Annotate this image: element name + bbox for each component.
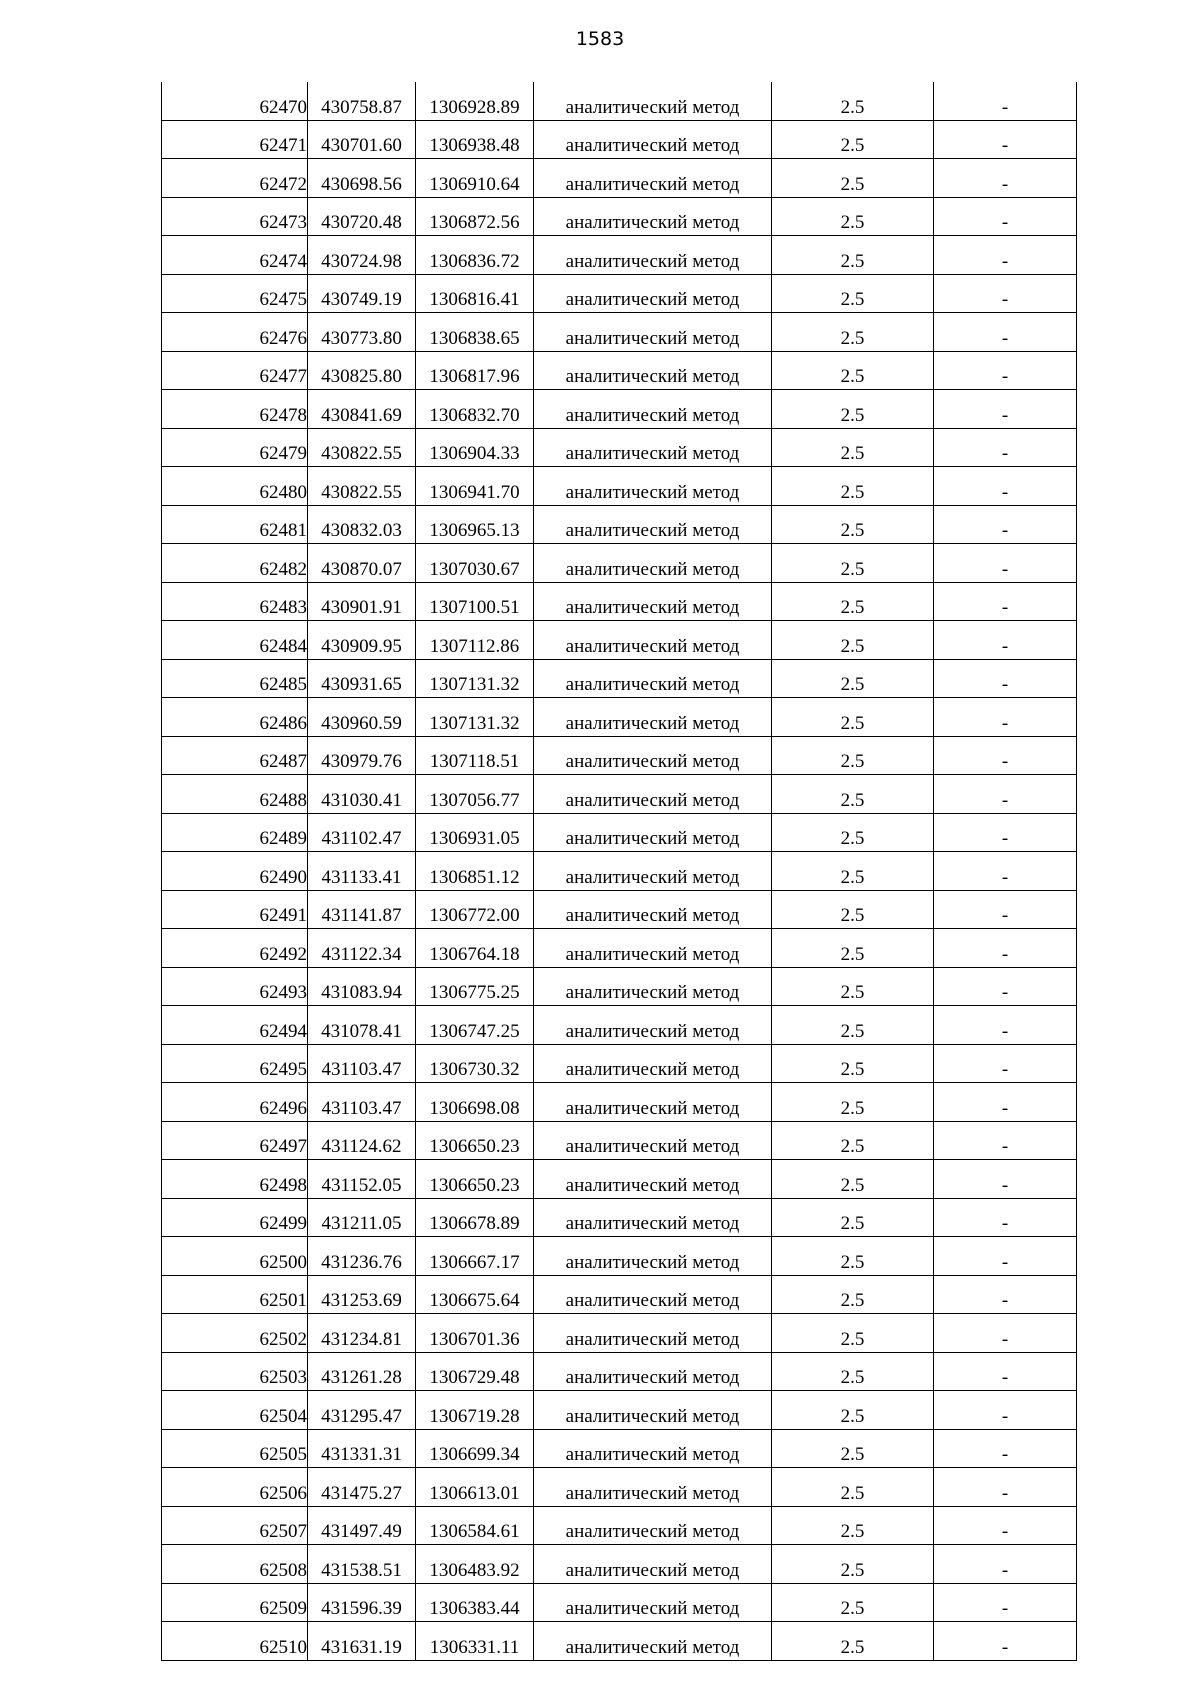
method-cell: аналитический метод — [534, 82, 772, 120]
note-cell: - — [934, 582, 1077, 621]
method-cell: аналитический метод — [534, 698, 772, 737]
method-cell: аналитический метод — [534, 274, 772, 313]
y-coordinate-cell: 1306667.17 — [416, 1237, 534, 1276]
accuracy-cell: 2.5 — [772, 852, 934, 891]
y-coordinate-cell: 1306904.33 — [416, 428, 534, 467]
point-number-cell: 62495 — [162, 1044, 308, 1083]
accuracy-cell: 2.5 — [772, 1198, 934, 1237]
accuracy-cell: 2.5 — [772, 582, 934, 621]
point-number-cell: 62485 — [162, 659, 308, 698]
point-number-cell: 62486 — [162, 698, 308, 737]
method-cell: аналитический метод — [534, 544, 772, 583]
accuracy-cell: 2.5 — [772, 236, 934, 275]
method-cell: аналитический метод — [534, 1468, 772, 1507]
note-cell: - — [934, 467, 1077, 506]
note-cell: - — [934, 236, 1077, 275]
accuracy-cell: 2.5 — [772, 1314, 934, 1353]
accuracy-cell: 2.5 — [772, 775, 934, 814]
x-coordinate-cell: 430979.76 — [308, 736, 416, 775]
note-cell: - — [934, 1468, 1077, 1507]
table-row — [162, 1083, 1077, 1122]
method-cell: аналитический метод — [534, 929, 772, 968]
coordinates-table-body — [162, 82, 1077, 1660]
method-cell: аналитический метод — [534, 1198, 772, 1237]
note-cell: - — [934, 351, 1077, 390]
accuracy-cell: 2.5 — [772, 197, 934, 236]
table-row — [162, 1121, 1077, 1160]
note-cell: - — [934, 1083, 1077, 1122]
x-coordinate-cell: 431102.47 — [308, 813, 416, 852]
method-cell: аналитический метод — [534, 1429, 772, 1468]
point-number-cell: 62507 — [162, 1506, 308, 1545]
table-row — [162, 813, 1077, 852]
table-row — [162, 659, 1077, 698]
x-coordinate-cell: 430909.95 — [308, 621, 416, 660]
note-cell: - — [934, 1622, 1077, 1661]
table-row — [162, 1545, 1077, 1584]
x-coordinate-cell: 430720.48 — [308, 197, 416, 236]
method-cell: аналитический метод — [534, 1545, 772, 1584]
method-cell: аналитический метод — [534, 351, 772, 390]
x-coordinate-cell: 431475.27 — [308, 1468, 416, 1507]
y-coordinate-cell: 1306965.13 — [416, 505, 534, 544]
y-coordinate-cell: 1307131.32 — [416, 659, 534, 698]
table-row — [162, 159, 1077, 198]
y-coordinate-cell: 1307056.77 — [416, 775, 534, 814]
x-coordinate-cell: 431497.49 — [308, 1506, 416, 1545]
y-coordinate-cell: 1306928.89 — [416, 82, 534, 120]
note-cell: - — [934, 967, 1077, 1006]
page-number: 1583 — [575, 28, 625, 50]
y-coordinate-cell: 1306747.25 — [416, 1006, 534, 1045]
accuracy-cell: 2.5 — [772, 313, 934, 352]
accuracy-cell: 2.5 — [772, 890, 934, 929]
y-coordinate-cell: 1306910.64 — [416, 159, 534, 198]
note-cell: - — [934, 1275, 1077, 1314]
method-cell: аналитический метод — [534, 1352, 772, 1391]
table-row — [162, 929, 1077, 968]
accuracy-cell: 2.5 — [772, 1083, 934, 1122]
method-cell: аналитический метод — [534, 1237, 772, 1276]
note-cell: - — [934, 1044, 1077, 1083]
method-cell: аналитический метод — [534, 505, 772, 544]
y-coordinate-cell: 1306832.70 — [416, 390, 534, 429]
accuracy-cell: 2.5 — [772, 544, 934, 583]
x-coordinate-cell: 430749.19 — [308, 274, 416, 313]
note-cell: - — [934, 621, 1077, 660]
method-cell: аналитический метод — [534, 428, 772, 467]
note-cell: - — [934, 1237, 1077, 1276]
point-number-cell: 62506 — [162, 1468, 308, 1507]
method-cell: аналитический метод — [534, 1506, 772, 1545]
y-coordinate-cell: 1306817.96 — [416, 351, 534, 390]
point-number-cell: 62497 — [162, 1121, 308, 1160]
point-number-cell: 62502 — [162, 1314, 308, 1353]
point-number-cell: 62474 — [162, 236, 308, 275]
accuracy-cell: 2.5 — [772, 390, 934, 429]
accuracy-cell: 2.5 — [772, 621, 934, 660]
table-row — [162, 1391, 1077, 1430]
y-coordinate-cell: 1306584.61 — [416, 1506, 534, 1545]
x-coordinate-cell: 431103.47 — [308, 1044, 416, 1083]
note-cell: - — [934, 1352, 1077, 1391]
method-cell: аналитический метод — [534, 120, 772, 159]
method-cell: аналитический метод — [534, 390, 772, 429]
x-coordinate-cell: 431331.31 — [308, 1429, 416, 1468]
x-coordinate-cell: 430870.07 — [308, 544, 416, 583]
method-cell: аналитический метод — [534, 1121, 772, 1160]
accuracy-cell: 2.5 — [772, 1391, 934, 1430]
x-coordinate-cell: 431103.47 — [308, 1083, 416, 1122]
table-row — [162, 1275, 1077, 1314]
method-cell: аналитический метод — [534, 159, 772, 198]
table-row — [162, 967, 1077, 1006]
method-cell: аналитический метод — [534, 659, 772, 698]
note-cell: - — [934, 736, 1077, 775]
point-number-cell: 62472 — [162, 159, 308, 198]
accuracy-cell: 2.5 — [772, 1622, 934, 1661]
x-coordinate-cell: 431236.76 — [308, 1237, 416, 1276]
y-coordinate-cell: 1306701.36 — [416, 1314, 534, 1353]
accuracy-cell: 2.5 — [772, 1237, 934, 1276]
table-row — [162, 351, 1077, 390]
note-cell: - — [934, 813, 1077, 852]
x-coordinate-cell: 431211.05 — [308, 1198, 416, 1237]
accuracy-cell: 2.5 — [772, 659, 934, 698]
y-coordinate-cell: 1306931.05 — [416, 813, 534, 852]
y-coordinate-cell: 1306383.44 — [416, 1583, 534, 1622]
point-number-cell: 62503 — [162, 1352, 308, 1391]
note-cell: - — [934, 544, 1077, 583]
point-number-cell: 62500 — [162, 1237, 308, 1276]
method-cell: аналитический метод — [534, 967, 772, 1006]
method-cell: аналитический метод — [534, 1160, 772, 1199]
y-coordinate-cell: 1307131.32 — [416, 698, 534, 737]
point-number-cell: 62494 — [162, 1006, 308, 1045]
table-row — [162, 1237, 1077, 1276]
x-coordinate-cell: 430931.65 — [308, 659, 416, 698]
table-row — [162, 313, 1077, 352]
y-coordinate-cell: 1306699.34 — [416, 1429, 534, 1468]
method-cell: аналитический метод — [534, 621, 772, 660]
x-coordinate-cell: 430825.80 — [308, 351, 416, 390]
point-number-cell: 62490 — [162, 852, 308, 891]
x-coordinate-cell: 430901.91 — [308, 582, 416, 621]
point-number-cell: 62487 — [162, 736, 308, 775]
x-coordinate-cell: 430822.55 — [308, 428, 416, 467]
table-row — [162, 698, 1077, 737]
y-coordinate-cell: 1306650.23 — [416, 1160, 534, 1199]
x-coordinate-cell: 431030.41 — [308, 775, 416, 814]
x-coordinate-cell: 431078.41 — [308, 1006, 416, 1045]
table-row — [162, 120, 1077, 159]
note-cell: - — [934, 505, 1077, 544]
x-coordinate-cell: 430841.69 — [308, 390, 416, 429]
method-cell: аналитический метод — [534, 1006, 772, 1045]
method-cell: аналитический метод — [534, 197, 772, 236]
note-cell: - — [934, 1506, 1077, 1545]
note-cell: - — [934, 1198, 1077, 1237]
note-cell: - — [934, 890, 1077, 929]
method-cell: аналитический метод — [534, 582, 772, 621]
method-cell: аналитический метод — [534, 736, 772, 775]
note-cell: - — [934, 197, 1077, 236]
y-coordinate-cell: 1306764.18 — [416, 929, 534, 968]
accuracy-cell: 2.5 — [772, 1121, 934, 1160]
accuracy-cell: 2.5 — [772, 736, 934, 775]
accuracy-cell: 2.5 — [772, 813, 934, 852]
x-coordinate-cell: 430758.87 — [308, 82, 416, 120]
method-cell: аналитический метод — [534, 1622, 772, 1661]
accuracy-cell: 2.5 — [772, 1545, 934, 1584]
table-row — [162, 775, 1077, 814]
accuracy-cell: 2.5 — [772, 1506, 934, 1545]
table-row — [162, 82, 1077, 120]
point-number-cell: 62478 — [162, 390, 308, 429]
note-cell: - — [934, 1006, 1077, 1045]
point-number-cell: 62501 — [162, 1275, 308, 1314]
accuracy-cell: 2.5 — [772, 120, 934, 159]
x-coordinate-cell: 431234.81 — [308, 1314, 416, 1353]
method-cell: аналитический метод — [534, 467, 772, 506]
point-number-cell: 62493 — [162, 967, 308, 1006]
x-coordinate-cell: 431124.62 — [308, 1121, 416, 1160]
table-row — [162, 544, 1077, 583]
point-number-cell: 62491 — [162, 890, 308, 929]
x-coordinate-cell: 431631.19 — [308, 1622, 416, 1661]
table-row — [162, 1429, 1077, 1468]
table-row — [162, 1506, 1077, 1545]
point-number-cell: 62505 — [162, 1429, 308, 1468]
method-cell: аналитический метод — [534, 1583, 772, 1622]
table-row — [162, 236, 1077, 275]
x-coordinate-cell: 430832.03 — [308, 505, 416, 544]
x-coordinate-cell: 431141.87 — [308, 890, 416, 929]
table-row — [162, 467, 1077, 506]
y-coordinate-cell: 1307118.51 — [416, 736, 534, 775]
x-coordinate-cell: 431253.69 — [308, 1275, 416, 1314]
point-number-cell: 62471 — [162, 120, 308, 159]
point-number-cell: 62492 — [162, 929, 308, 968]
table-row — [162, 1468, 1077, 1507]
y-coordinate-cell: 1306730.32 — [416, 1044, 534, 1083]
accuracy-cell: 2.5 — [772, 351, 934, 390]
method-cell: аналитический метод — [534, 236, 772, 275]
table-row — [162, 1044, 1077, 1083]
y-coordinate-cell: 1306938.48 — [416, 120, 534, 159]
note-cell: - — [934, 313, 1077, 352]
note-cell: - — [934, 1583, 1077, 1622]
table-row — [162, 390, 1077, 429]
table-row — [162, 1006, 1077, 1045]
note-cell: - — [934, 698, 1077, 737]
x-coordinate-cell: 430773.80 — [308, 313, 416, 352]
method-cell: аналитический метод — [534, 775, 772, 814]
y-coordinate-cell: 1306851.12 — [416, 852, 534, 891]
method-cell: аналитический метод — [534, 890, 772, 929]
y-coordinate-cell: 1306838.65 — [416, 313, 534, 352]
x-coordinate-cell: 431538.51 — [308, 1545, 416, 1584]
y-coordinate-cell: 1306678.89 — [416, 1198, 534, 1237]
point-number-cell: 62508 — [162, 1545, 308, 1584]
accuracy-cell: 2.5 — [772, 929, 934, 968]
x-coordinate-cell: 431152.05 — [308, 1160, 416, 1199]
method-cell: аналитический метод — [534, 1391, 772, 1430]
point-number-cell: 62477 — [162, 351, 308, 390]
x-coordinate-cell: 431083.94 — [308, 967, 416, 1006]
point-number-cell: 62504 — [162, 1391, 308, 1430]
accuracy-cell: 2.5 — [772, 1352, 934, 1391]
y-coordinate-cell: 1306772.00 — [416, 890, 534, 929]
x-coordinate-cell: 430960.59 — [308, 698, 416, 737]
point-number-cell: 62473 — [162, 197, 308, 236]
accuracy-cell: 2.5 — [772, 698, 934, 737]
y-coordinate-cell: 1307030.67 — [416, 544, 534, 583]
x-coordinate-cell: 431596.39 — [308, 1583, 416, 1622]
point-number-cell: 62482 — [162, 544, 308, 583]
table-row — [162, 736, 1077, 775]
note-cell: - — [934, 159, 1077, 198]
accuracy-cell: 2.5 — [772, 967, 934, 1006]
point-number-cell: 62470 — [162, 82, 308, 120]
point-number-cell: 62499 — [162, 1198, 308, 1237]
table-row — [162, 197, 1077, 236]
y-coordinate-cell: 1306872.56 — [416, 197, 534, 236]
accuracy-cell: 2.5 — [772, 505, 934, 544]
y-coordinate-cell: 1306816.41 — [416, 274, 534, 313]
note-cell: - — [934, 929, 1077, 968]
table-row — [162, 1352, 1077, 1391]
method-cell: аналитический метод — [534, 1275, 772, 1314]
note-cell: - — [934, 852, 1077, 891]
note-cell: - — [934, 1160, 1077, 1199]
method-cell: аналитический метод — [534, 1314, 772, 1353]
note-cell: - — [934, 428, 1077, 467]
method-cell: аналитический метод — [534, 1083, 772, 1122]
table-row — [162, 505, 1077, 544]
method-cell: аналитический метод — [534, 313, 772, 352]
y-coordinate-cell: 1306675.64 — [416, 1275, 534, 1314]
point-number-cell: 62484 — [162, 621, 308, 660]
note-cell: - — [934, 1314, 1077, 1353]
point-number-cell: 62489 — [162, 813, 308, 852]
table-row — [162, 582, 1077, 621]
y-coordinate-cell: 1306698.08 — [416, 1083, 534, 1122]
note-cell: - — [934, 390, 1077, 429]
table-row — [162, 1583, 1077, 1622]
table-row — [162, 274, 1077, 313]
table-row — [162, 890, 1077, 929]
coordinates-table — [161, 82, 1077, 1661]
accuracy-cell: 2.5 — [772, 1006, 934, 1045]
table-row — [162, 1314, 1077, 1353]
accuracy-cell: 2.5 — [772, 274, 934, 313]
x-coordinate-cell: 430822.55 — [308, 467, 416, 506]
y-coordinate-cell: 1306775.25 — [416, 967, 534, 1006]
accuracy-cell: 2.5 — [772, 1160, 934, 1199]
note-cell: - — [934, 120, 1077, 159]
x-coordinate-cell: 430698.56 — [308, 159, 416, 198]
point-number-cell: 62498 — [162, 1160, 308, 1199]
note-cell: - — [934, 1391, 1077, 1430]
y-coordinate-cell: 1306650.23 — [416, 1121, 534, 1160]
point-number-cell: 62479 — [162, 428, 308, 467]
method-cell: аналитический метод — [534, 1044, 772, 1083]
accuracy-cell: 2.5 — [772, 82, 934, 120]
y-coordinate-cell: 1306613.01 — [416, 1468, 534, 1507]
y-coordinate-cell: 1306941.70 — [416, 467, 534, 506]
accuracy-cell: 2.5 — [772, 467, 934, 506]
accuracy-cell: 2.5 — [772, 1429, 934, 1468]
y-coordinate-cell: 1306729.48 — [416, 1352, 534, 1391]
method-cell: аналитический метод — [534, 813, 772, 852]
table-row — [162, 1160, 1077, 1199]
method-cell: аналитический метод — [534, 852, 772, 891]
accuracy-cell: 2.5 — [772, 1583, 934, 1622]
x-coordinate-cell: 431122.34 — [308, 929, 416, 968]
y-coordinate-cell: 1306483.92 — [416, 1545, 534, 1584]
y-coordinate-cell: 1307100.51 — [416, 582, 534, 621]
y-coordinate-cell: 1306836.72 — [416, 236, 534, 275]
table-row — [162, 852, 1077, 891]
note-cell: - — [934, 1545, 1077, 1584]
x-coordinate-cell: 431295.47 — [308, 1391, 416, 1430]
x-coordinate-cell: 431261.28 — [308, 1352, 416, 1391]
note-cell: - — [934, 1429, 1077, 1468]
note-cell: - — [934, 1121, 1077, 1160]
accuracy-cell: 2.5 — [772, 159, 934, 198]
y-coordinate-cell: 1307112.86 — [416, 621, 534, 660]
x-coordinate-cell: 431133.41 — [308, 852, 416, 891]
x-coordinate-cell: 430724.98 — [308, 236, 416, 275]
accuracy-cell: 2.5 — [772, 1468, 934, 1507]
accuracy-cell: 2.5 — [772, 1044, 934, 1083]
accuracy-cell: 2.5 — [772, 1275, 934, 1314]
note-cell: - — [934, 82, 1077, 120]
point-number-cell: 62488 — [162, 775, 308, 814]
note-cell: - — [934, 659, 1077, 698]
point-number-cell: 62475 — [162, 274, 308, 313]
point-number-cell: 62483 — [162, 582, 308, 621]
accuracy-cell: 2.5 — [772, 428, 934, 467]
table-row — [162, 428, 1077, 467]
x-coordinate-cell: 430701.60 — [308, 120, 416, 159]
note-cell: - — [934, 274, 1077, 313]
point-number-cell: 62480 — [162, 467, 308, 506]
point-number-cell: 62481 — [162, 505, 308, 544]
y-coordinate-cell: 1306719.28 — [416, 1391, 534, 1430]
point-number-cell: 62476 — [162, 313, 308, 352]
table-row — [162, 1622, 1077, 1661]
note-cell: - — [934, 775, 1077, 814]
y-coordinate-cell: 1306331.11 — [416, 1622, 534, 1661]
point-number-cell: 62496 — [162, 1083, 308, 1122]
table-row — [162, 1198, 1077, 1237]
point-number-cell: 62509 — [162, 1583, 308, 1622]
table-row — [162, 621, 1077, 660]
point-number-cell: 62510 — [162, 1622, 308, 1661]
